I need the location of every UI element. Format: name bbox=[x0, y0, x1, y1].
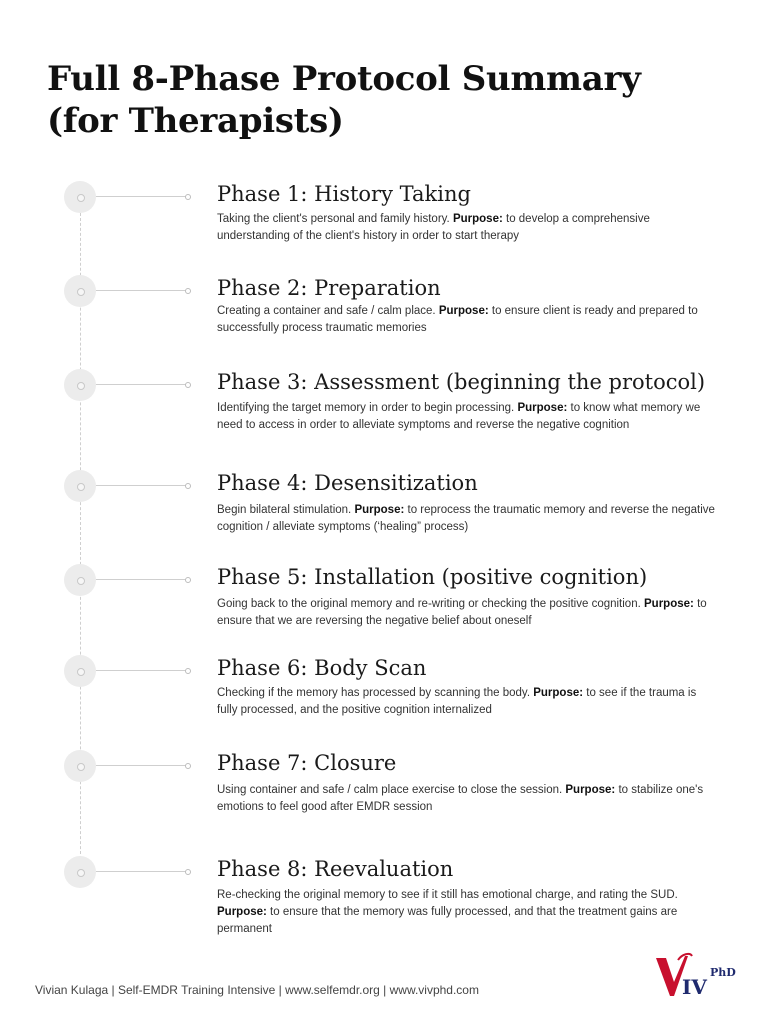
timeline-node-icon bbox=[64, 655, 96, 687]
purpose-label: Purpose: bbox=[644, 598, 694, 610]
purpose-label: Purpose: bbox=[438, 305, 489, 317]
timeline-node-icon bbox=[64, 181, 96, 213]
phase-description-text: Going back to the original memory and re-writing or checking the positive cognition. bbox=[217, 598, 641, 610]
purpose-text: to see if the trauma is fully processed, and the positive cognition internalized bbox=[217, 687, 697, 716]
timeline-connector bbox=[96, 579, 188, 580]
timeline-node-icon bbox=[64, 564, 96, 596]
timeline-connector bbox=[96, 765, 188, 766]
phase-title: Phase 8: Reevaluation bbox=[217, 857, 454, 881]
phase-description-text: Using container and safe / calm place exercise to close the session. bbox=[217, 784, 563, 796]
purpose-text: to reprocess the traumatic memory and reverse the negative cognition / alleviate symptoms (‘healing” process) bbox=[217, 504, 715, 533]
phase-description bbox=[217, 685, 717, 719]
purpose-label: Purpose: bbox=[354, 504, 405, 516]
phase-title: Phase 5: Installation (positive cognition) bbox=[217, 565, 648, 589]
phase-description bbox=[217, 596, 717, 630]
purpose-label: Purpose: bbox=[452, 213, 503, 225]
page-title-line-1: Full 8-Phase Protocol Summary bbox=[47, 59, 641, 99]
timeline-connector bbox=[96, 290, 188, 291]
purpose-label: Purpose: bbox=[517, 402, 568, 414]
vivphd-logo-icon bbox=[652, 950, 742, 1000]
purpose-text: to develop a comprehensive understanding of the client's history in order to start therapy bbox=[217, 213, 650, 242]
phase-title: Phase 7: Closure bbox=[217, 751, 397, 775]
purpose-label: Purpose: bbox=[565, 784, 616, 796]
logo-phd-text: PhD bbox=[710, 966, 736, 979]
timeline-connector bbox=[96, 485, 188, 486]
phase-description-text: Identifying the target memory in order to begin processing. bbox=[217, 402, 515, 414]
purpose-text: to ensure that we are reversing the negative belief about oneself bbox=[217, 598, 707, 627]
page-title-line-2: (for Therapists) bbox=[47, 101, 344, 141]
timeline-node-icon bbox=[64, 275, 96, 307]
phase-description bbox=[217, 502, 717, 536]
phase-description bbox=[217, 782, 717, 816]
timeline-connector bbox=[96, 871, 188, 872]
footer-credits: Vivian Kulaga | Self-EMDR Training Intensive | www.selfemdr.org | www.vivphd.com bbox=[35, 983, 479, 997]
phase-title: Phase 6: Body Scan bbox=[217, 656, 427, 680]
timeline-node-icon bbox=[64, 470, 96, 502]
phase-description bbox=[217, 400, 717, 434]
purpose-text: to ensure that the memory was fully processed, and that the treatment gains are permanent bbox=[217, 906, 678, 935]
timeline-node-icon bbox=[64, 750, 96, 782]
timeline-connector bbox=[96, 196, 188, 197]
timeline-node-icon bbox=[64, 856, 96, 888]
logo-iv-text: IV bbox=[682, 975, 707, 999]
phase-description-text: Begin bilateral stimulation. bbox=[217, 504, 352, 516]
phase-description bbox=[217, 303, 717, 337]
phase-description-text: Taking the client's personal and family history. bbox=[217, 213, 450, 225]
purpose-label: Purpose: bbox=[217, 906, 267, 918]
purpose-text: to ensure client is ready and prepared to successfully process traumatic memories bbox=[217, 305, 698, 334]
page-title bbox=[47, 58, 641, 142]
timeline-connector bbox=[96, 670, 188, 671]
purpose-label: Purpose: bbox=[533, 687, 584, 699]
phase-title: Phase 3: Assessment (beginning the protocol) bbox=[217, 370, 706, 394]
phase-description bbox=[217, 887, 717, 938]
purpose-text: to stabilize one's emotions to feel good after EMDR session bbox=[217, 784, 704, 813]
phase-title: Phase 2: Preparation bbox=[217, 276, 441, 300]
phase-title: Phase 4: Desensitization bbox=[217, 471, 478, 495]
phase-description-text: Re-checking the original memory to see if it still has emotional charge, and rating the SUD. bbox=[217, 889, 678, 901]
phase-description-text: Checking if the memory has processed by scanning the body. bbox=[217, 687, 531, 699]
timeline-node-icon bbox=[64, 369, 96, 401]
timeline-connector bbox=[96, 384, 188, 385]
phase-description-text: Creating a container and safe / calm place. bbox=[217, 305, 436, 317]
purpose-text: to know what memory we need to access in order to alleviate symptoms and reverse the negative cognition bbox=[217, 402, 701, 431]
phase-description bbox=[217, 211, 717, 245]
phase-title: Phase 1: History Taking bbox=[217, 182, 471, 206]
